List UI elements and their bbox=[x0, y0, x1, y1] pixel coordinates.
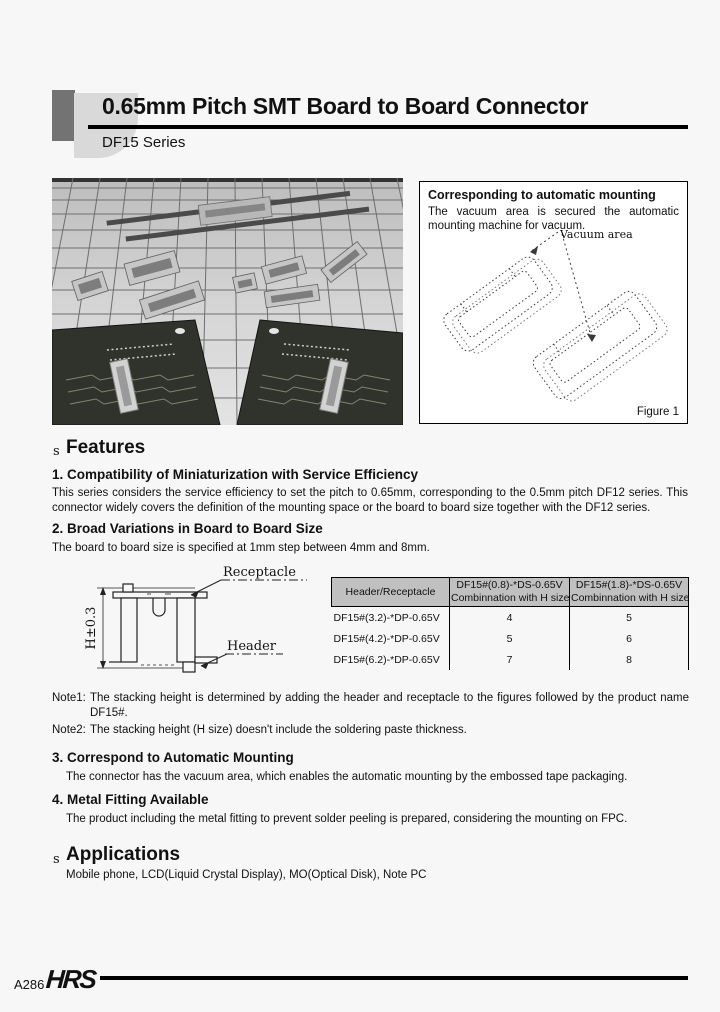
figure-connector-right bbox=[530, 284, 670, 408]
dimension-label: H±0.3 bbox=[84, 606, 99, 650]
corner-tab-dark bbox=[52, 90, 75, 141]
pcb-left bbox=[52, 320, 220, 425]
note-2 bbox=[52, 723, 689, 738]
vacuum-leader-right bbox=[562, 234, 592, 340]
pcb-right bbox=[237, 320, 403, 425]
feature-3-title: 3. Correspond to Automatic Mounting bbox=[52, 750, 294, 765]
note-2-label: Note2: bbox=[52, 724, 86, 736]
vacuum-area-annotation: Vacuum area bbox=[560, 228, 633, 241]
vacuum-area-figure bbox=[420, 212, 687, 422]
figure-connector-left bbox=[441, 250, 565, 359]
features-bullet: s bbox=[53, 444, 60, 459]
table-row: DF15#(4.2)-*DP-0.65V 5 6 bbox=[332, 628, 689, 649]
applications-bullet: s bbox=[53, 852, 60, 867]
feature-3-body: The connector has the vacuum area, which enables the automatic mounting by the embossed tape packaging. bbox=[66, 771, 628, 783]
series-subtitle: DF15 Series bbox=[102, 134, 186, 151]
figure-caption: Figure 1 bbox=[636, 406, 679, 418]
title-rule bbox=[88, 125, 688, 129]
product-photo bbox=[52, 178, 403, 425]
feature-4-body: The product including the metal fitting to prevent solder peeling is prepared, considering the mounting on FPC. bbox=[66, 813, 628, 825]
feature-4-title: 4. Metal Fitting Available bbox=[52, 792, 209, 807]
note-1-label: Note1: bbox=[52, 692, 86, 704]
automatic-mounting-info-box bbox=[419, 181, 688, 424]
table-row: DF15#(3.2)-*DP-0.65V 4 5 bbox=[332, 607, 689, 629]
page-title: 0.65mm Pitch SMT Board to Board Connector bbox=[102, 93, 589, 119]
cross-section-drawing bbox=[109, 584, 217, 672]
feature-2-title: 2. Broad Variations in Board to Board Size bbox=[52, 521, 323, 536]
page-number: A286 bbox=[14, 977, 45, 992]
features-heading: Features bbox=[66, 437, 146, 458]
feature-1-title: 1. Compatibility of Miniaturization with Service Efficiency bbox=[52, 467, 419, 482]
info-box-title: Corresponding to automatic mounting bbox=[428, 188, 656, 202]
col-header-product: Header/Receptacle bbox=[332, 578, 450, 607]
applications-body: Mobile phone, LCD(Liquid Crystal Display), MO(Optical Disk), Note PC bbox=[66, 869, 427, 881]
hrs-logo: HRS bbox=[44, 964, 96, 994]
col-header-ds08: DF15#(0.8)-*DS-0.65V Combinnation with H size bbox=[450, 578, 570, 607]
receptacle-label: Receptacle bbox=[223, 565, 296, 580]
stack-height-diagram bbox=[55, 558, 335, 698]
header-label: Header bbox=[227, 639, 277, 654]
combination-table bbox=[331, 577, 689, 670]
note-2-text: The stacking height (H size) doesn't include the soldering paste thickness. bbox=[90, 724, 467, 736]
footer-rule bbox=[100, 976, 688, 980]
note-1 bbox=[52, 691, 689, 721]
col-header-ds18: DF15#(1.8)-*DS-0.65V Combinnation with H size bbox=[570, 578, 689, 607]
applications-heading: Applications bbox=[66, 844, 181, 865]
info-box-body: The vacuum area is secured the automatic mounting machine for vacuum. bbox=[428, 206, 679, 232]
table-row: DF15#(6.2)-*DP-0.65V 7 8 bbox=[332, 649, 689, 670]
table-header-row bbox=[332, 578, 689, 607]
note-1-text: The stacking height is determined by adding the header and receptacle to the figures followed by the product name DF15#. bbox=[90, 692, 689, 719]
feature-2-body: The board to board size is specified at 1mm step between 4mm and 8mm. bbox=[52, 542, 430, 554]
feature-1-body: This series considers the service efficiency to set the pitch to 0.65mm, corresponding to the 0.5mm pitch DF12 series. This connector widely covers the definition of the mounting space or the board to board size together with the DF12 series. bbox=[52, 487, 688, 514]
